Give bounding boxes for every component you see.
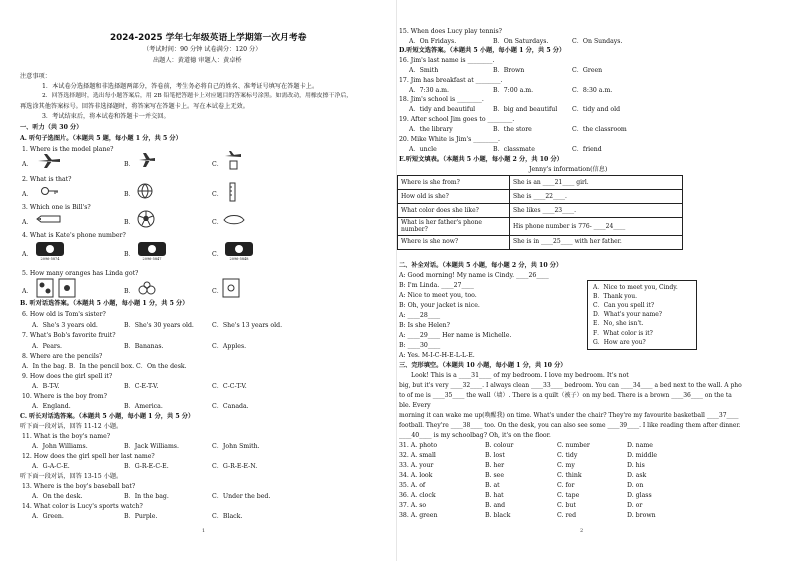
cloze-32-a[interactable]: 32. A. small <box>399 452 436 459</box>
question-14: 14. What color is Lucy's sports watch? <box>22 503 143 510</box>
dialogue-line-4: B: Oh, your jacket is nice. <box>399 302 480 309</box>
q6-option-a[interactable]: A．She's 3 years old. <box>32 322 98 329</box>
cloze-line-3: to of me is ____35____ the wall（墙）. There is a quilt（被子）on my bed. There is a brown ____36____ on the ta <box>399 392 732 399</box>
q9-option-c[interactable]: C．C-C-T-V. <box>212 383 247 390</box>
question-6: 6. How old is Tom's sister? <box>22 311 106 318</box>
q6-option-c[interactable]: C．She's 13 years old. <box>212 322 283 329</box>
dialogue-option: E．No, she isn't. <box>593 320 644 328</box>
q11-option-b[interactable]: B．Jack Williams. <box>124 443 179 450</box>
cloze-38-d[interactable]: D. brown <box>627 512 656 519</box>
q3-option-a[interactable]: A． <box>22 219 33 226</box>
q1-option-a[interactable]: A． <box>22 161 33 168</box>
cloze-37-c[interactable]: C. but <box>557 502 576 509</box>
q8-options[interactable]: A．In the bag. B．In the pencil box. C．On the desk. <box>22 363 187 370</box>
q7-option-b[interactable]: B．Bananas. <box>124 343 164 350</box>
bag-icon <box>222 213 246 225</box>
q16-option-c[interactable]: C．Green <box>572 67 603 74</box>
soccer-ball-icon <box>137 210 155 228</box>
cloze-32-b[interactable]: B. lost <box>485 452 505 459</box>
dialogue-option: C．Can you spell it? <box>593 302 655 310</box>
table-row <box>398 218 683 236</box>
q10-option-b[interactable]: B．America. <box>124 403 163 410</box>
table-answer[interactable]: She is ____22____. <box>510 190 683 204</box>
table-answer[interactable]: His phone number is 776- ____24____ <box>510 218 683 236</box>
phone-card-a <box>35 241 65 265</box>
dialogue-options-box <box>587 280 697 350</box>
q13-option-c[interactable]: C．Under the bed. <box>212 493 271 500</box>
q17-option-c[interactable]: C．8:30 a.m. <box>572 87 613 94</box>
question-13: 13. Where is the boy's baseball bat? <box>22 483 136 490</box>
page-number-1: 1 <box>202 528 206 534</box>
jenny-info-table <box>397 175 683 250</box>
q1-option-c[interactable]: C． <box>212 161 223 168</box>
dialogue-option: A．Nice to meet you, Cindy. <box>593 284 678 291</box>
cloze-33-a[interactable]: 33. A. your <box>399 462 434 469</box>
cloze-37-a[interactable]: 37. A. so <box>399 502 427 509</box>
q4-option-b[interactable]: B． <box>124 251 135 258</box>
cloze-37-d[interactable]: D. or <box>627 502 643 509</box>
q11-option-a[interactable]: A．John Williams. <box>32 443 88 450</box>
cloze-36-d[interactable]: D. glass <box>627 492 652 499</box>
exam-info-authors: 出题人：黄道德 审题人：黄卓桥 <box>153 57 242 64</box>
q20-option-b[interactable]: B．classmate <box>493 146 535 153</box>
question-4: 4. What is Kate's phone number? <box>22 232 126 239</box>
cloze-32-d[interactable]: D. middle <box>627 452 658 459</box>
table-answer[interactable]: She is in ____25____ with her father. <box>510 235 683 249</box>
table-row <box>398 235 683 249</box>
cloze-31-a[interactable]: 31. A. photo <box>399 442 438 449</box>
note-3: 3．考试结束后，将本试卷和答题卡一并交回。 <box>42 113 170 120</box>
question-5: 5. How many oranges has Linda got? <box>22 270 139 277</box>
orange-box-icon <box>36 278 54 298</box>
exam-title: 2024-2025 学年七年级英语上学期第一次月考卷 <box>110 33 307 43</box>
note-2b: 再选涂其他答案标号。回答非选择题时，将答案写在答题卡上。写在本试卷上无效。 <box>20 103 249 110</box>
table-answer[interactable]: She likes ____23____. <box>510 204 683 218</box>
table-row <box>398 204 683 218</box>
oranges-icon <box>137 280 157 296</box>
section-c-note-2: 听下面一段对话，回答 13-15 小题。 <box>20 473 123 480</box>
cloze-38-b[interactable]: B. black <box>485 512 511 519</box>
q7-option-c[interactable]: C．Apples. <box>212 343 247 350</box>
question-1: 1. Where is the model plane? <box>22 146 114 153</box>
dialogue-option: F．What color is it? <box>593 329 653 337</box>
table-question: What is her father's phone number? <box>398 218 510 236</box>
page-number-2: 2 <box>580 528 584 534</box>
phone-number-a: 2096-5874 <box>40 257 60 261</box>
q5-option-c[interactable]: C． <box>212 288 223 295</box>
part-2-heading: 二、补全对话。（本题共 5 小题，每小题 2 分，共 10 分） <box>399 262 563 269</box>
cloze-31-c[interactable]: C. number <box>557 442 590 449</box>
question-15: 15. When does Lucy play tennis? <box>399 28 502 35</box>
question-2: 2. What is that? <box>22 176 72 183</box>
q14-option-c[interactable]: C．Black. <box>212 513 243 520</box>
question-8: 8. Where are the pencils? <box>22 353 103 360</box>
note-2a: 2．回答选择题时，选出每小题答案后，用 2B 铅笔把答题卡上对应题目的答案标号涂黑。如需改动，用橡皮擦干净后， <box>42 93 353 99</box>
dialogue-option: B．Thank you. <box>593 293 638 301</box>
cloze-35-a[interactable]: 35. A. of <box>399 482 426 489</box>
phone-card-b <box>137 241 167 265</box>
cloze-line-5: morning it can wake me up(唤醒我) on time. What's under the chair? They're my favourite basketball ____37____ <box>399 412 739 419</box>
table-question: Where is she now? <box>398 235 510 249</box>
dialogue-line-5: A: ____28____ <box>399 312 441 319</box>
cloze-33-c[interactable]: C. my <box>557 462 575 469</box>
q20-option-c[interactable]: C．friend <box>572 146 602 153</box>
section-e-heading: E.听短文填表。（本题共 5 小题，每小题 2 分，共 10 分） <box>399 156 563 163</box>
cloze-34-d[interactable]: D. ask <box>627 472 647 479</box>
table-title: Jenny's information(信息) <box>529 166 608 173</box>
phone-number-c: 2096-5848 <box>229 257 249 261</box>
dialogue-line-8: B: ____30____ <box>399 342 441 349</box>
q13-option-b[interactable]: B．In the bag. <box>124 493 169 500</box>
dialogue-line-3: A: Nice to meet you, too. <box>399 292 477 299</box>
question-12: 12. How does the girl spell her last name? <box>22 453 155 460</box>
q19-option-a[interactable]: A．the library <box>409 126 453 133</box>
q5-option-b[interactable]: B． <box>124 288 135 295</box>
key-icon <box>40 183 60 199</box>
q18-option-b[interactable]: B．big and beautiful <box>493 106 558 113</box>
cloze-line-2: big, but it's very ____32____. I always clean ____33____ bedroom. You can ____34____ a bed next to the wall. A pho <box>399 382 742 389</box>
q18-option-c[interactable]: C．tidy and old <box>572 106 621 113</box>
table-question: How old is she? <box>398 190 510 204</box>
q17-option-b[interactable]: B．7:00 a.m. <box>493 87 534 94</box>
plane-on-box-icon <box>224 150 242 170</box>
dialogue-line-6: B: Is she Helen? <box>399 322 450 329</box>
q15-option-a[interactable]: A．On Fridays. <box>409 38 457 45</box>
ruler-icon <box>228 182 238 202</box>
q20-option-a[interactable]: A．uncle <box>409 146 437 153</box>
phone-number-b: 2096-5847 <box>142 257 162 261</box>
dialogue-line-2: B: I'm Linda. ____27____ <box>399 282 474 289</box>
dialogue-option: D．What's your name? <box>593 311 663 319</box>
q16-option-b[interactable]: B．Brown <box>493 67 525 74</box>
q9-option-a[interactable]: A．B-T-V. <box>32 383 60 390</box>
plane-icon <box>36 152 62 170</box>
orange-box-icon <box>58 278 76 298</box>
table-question: Where is she from? <box>398 176 510 190</box>
section-a-heading: A. 听句子选图片。（本题共 5 题，每小题 1 分，共 5 分） <box>20 135 182 142</box>
notes-label: 注意事项： <box>20 73 51 80</box>
q3-option-b[interactable]: B． <box>124 219 135 226</box>
note-1: 1．本试卷分选择题和非选择题两部分，答卷前，考生务必将自己的姓名、准考证号填写在答题卡上。 <box>42 83 319 90</box>
dialogue-line-7: A: ____29____ Her name is Michelle. <box>399 332 512 339</box>
q2-option-b[interactable]: B． <box>124 191 135 198</box>
q10-option-c[interactable]: C．Canada. <box>212 403 249 410</box>
cloze-line-1: Look! This is a ____31____ of my bedroom. I love my bedroom. It's not <box>411 372 629 379</box>
cloze-36-b[interactable]: B. hat <box>485 492 504 499</box>
table-row <box>398 190 683 204</box>
question-18: 18. Jim's school is ________. <box>399 96 484 103</box>
cloze-38-a[interactable]: 38. A. green <box>399 512 438 519</box>
question-19: 19. After school Jim goes to ________. <box>399 116 515 123</box>
cloze-35-b[interactable]: B. at <box>485 482 500 489</box>
dialogue-line-9: A: Yes. M-I-C-H-E-L-L-E. <box>399 352 475 359</box>
q15-option-b[interactable]: B．On Saturdays. <box>493 38 549 45</box>
q4-option-c[interactable]: C． <box>212 251 223 258</box>
q17-option-a[interactable]: A．7:30 a.m. <box>409 87 450 94</box>
orange-box-icon <box>222 278 240 298</box>
q16-option-a[interactable]: A．Smith <box>409 67 439 74</box>
q2-option-a[interactable]: A． <box>22 191 33 198</box>
phone-card-c <box>224 241 254 265</box>
q2-option-c[interactable]: C． <box>212 191 223 198</box>
q12-option-b[interactable]: B．G-R-E-C-E. <box>124 463 169 470</box>
q18-option-a[interactable]: A．tidy and beautiful <box>409 106 476 113</box>
table-row <box>398 176 683 190</box>
q13-option-a[interactable]: A．On the desk. <box>32 493 83 500</box>
question-3: 3. Which one is Bill's? <box>22 204 91 211</box>
dialogue-line-1: A: Good morning! My name is Cindy. ____26____ <box>399 272 549 279</box>
question-7: 7. What's Bob's favorite fruit? <box>22 332 116 339</box>
cloze-36-a[interactable]: 36. A. clock <box>399 492 436 499</box>
q14-option-b[interactable]: B．Purple. <box>124 513 158 520</box>
part-3-heading: 三、完形填空。（本题共 10 小题，每小题 1 分，共 10 分） <box>399 362 567 369</box>
cloze-35-d[interactable]: D. on <box>627 482 644 489</box>
cloze-31-d[interactable]: D. name <box>627 442 653 449</box>
q9-option-b[interactable]: B．C-E-T-V. <box>124 383 159 390</box>
q3-option-c[interactable]: C． <box>212 219 223 226</box>
q1-option-b[interactable]: B． <box>124 161 135 168</box>
q14-option-a[interactable]: A．Green. <box>32 513 64 520</box>
cloze-36-c[interactable]: C. tape <box>557 492 580 499</box>
exam-info-time: （考试时间：90 分钟 试卷满分：120 分） <box>143 46 262 53</box>
q12-option-a[interactable]: A．G-A-C-E. <box>32 463 70 470</box>
cloze-31-b[interactable]: B. colour <box>485 442 514 449</box>
q12-option-c[interactable]: C．G-R-E-E-N. <box>212 463 258 470</box>
cloze-line-4: ble. Every <box>399 402 431 409</box>
cloze-35-c[interactable]: C. for <box>557 482 575 489</box>
question-20: 20. Mike White is Jim's ________. <box>399 136 500 143</box>
cloze-33-d[interactable]: D. his <box>627 462 645 469</box>
q4-option-a[interactable]: A． <box>22 251 33 258</box>
q5-option-a[interactable]: A． <box>22 288 33 295</box>
cloze-32-c[interactable]: C. tidy <box>557 452 578 459</box>
question-10: 10. Where is the boy from? <box>22 393 107 400</box>
cloze-37-b[interactable]: B. and <box>485 502 506 509</box>
listening-heading: 一、听力（共 30 分） <box>20 124 83 131</box>
ball-icon <box>137 183 153 199</box>
q11-option-c[interactable]: C．John Smith. <box>212 443 260 450</box>
q15-option-c[interactable]: C．On Sundays. <box>572 38 623 45</box>
cloze-34-c[interactable]: C. think <box>557 472 582 479</box>
question-11: 11. What is the boy's name? <box>22 433 111 440</box>
cloze-line-6: football. They're ____38____ too. On the desk, you can also see some ____39____. I like reading them after dinner. <box>399 422 741 429</box>
cloze-38-c[interactable]: C. red <box>557 512 577 519</box>
q10-option-a[interactable]: A．England. <box>32 403 71 410</box>
table-question: What color does she like? <box>398 204 510 218</box>
cloze-33-b[interactable]: B. her <box>485 462 505 469</box>
dialogue-option: G．How are you? <box>593 338 646 346</box>
q7-option-a[interactable]: A．Pears. <box>32 343 62 350</box>
question-17: 17. Jim has breakfast at ________. <box>399 77 503 84</box>
q6-option-b[interactable]: B．She's 30 years old. <box>124 322 194 329</box>
section-c-heading: C. 听长对话选答案。（本题共 5 小题，每小题 1 分，共 5 分） <box>20 413 195 420</box>
q19-option-b[interactable]: B．the store <box>493 126 532 133</box>
q19-option-c[interactable]: C．the classroom <box>572 126 627 133</box>
section-b-heading: B. 听对话选答案。（本题共 5 小题，每小题 1 分，共 5 分） <box>20 300 189 307</box>
cloze-34-a[interactable]: 34. A. look <box>399 472 433 479</box>
question-16: 16. Jim's last name is ________. <box>399 57 495 64</box>
table-answer[interactable]: She is an ____21____ girl. <box>510 176 683 190</box>
section-c-note-1: 听下面一段对话，回答 11-12 小题。 <box>20 423 123 430</box>
cloze-34-b[interactable]: B. see <box>485 472 504 479</box>
right-page <box>397 0 794 561</box>
pencil-icon <box>36 214 62 224</box>
cloze-line-7: ____40____ is my schoolbag? Oh, it's on the floor. <box>399 432 551 439</box>
section-d-heading: D.听短文选答案。（本题共 5 小题，每小题 1 分，共 5 分） <box>399 47 566 54</box>
question-9: 9. How does the girl spell it? <box>22 373 113 380</box>
plane-icon <box>137 152 157 168</box>
